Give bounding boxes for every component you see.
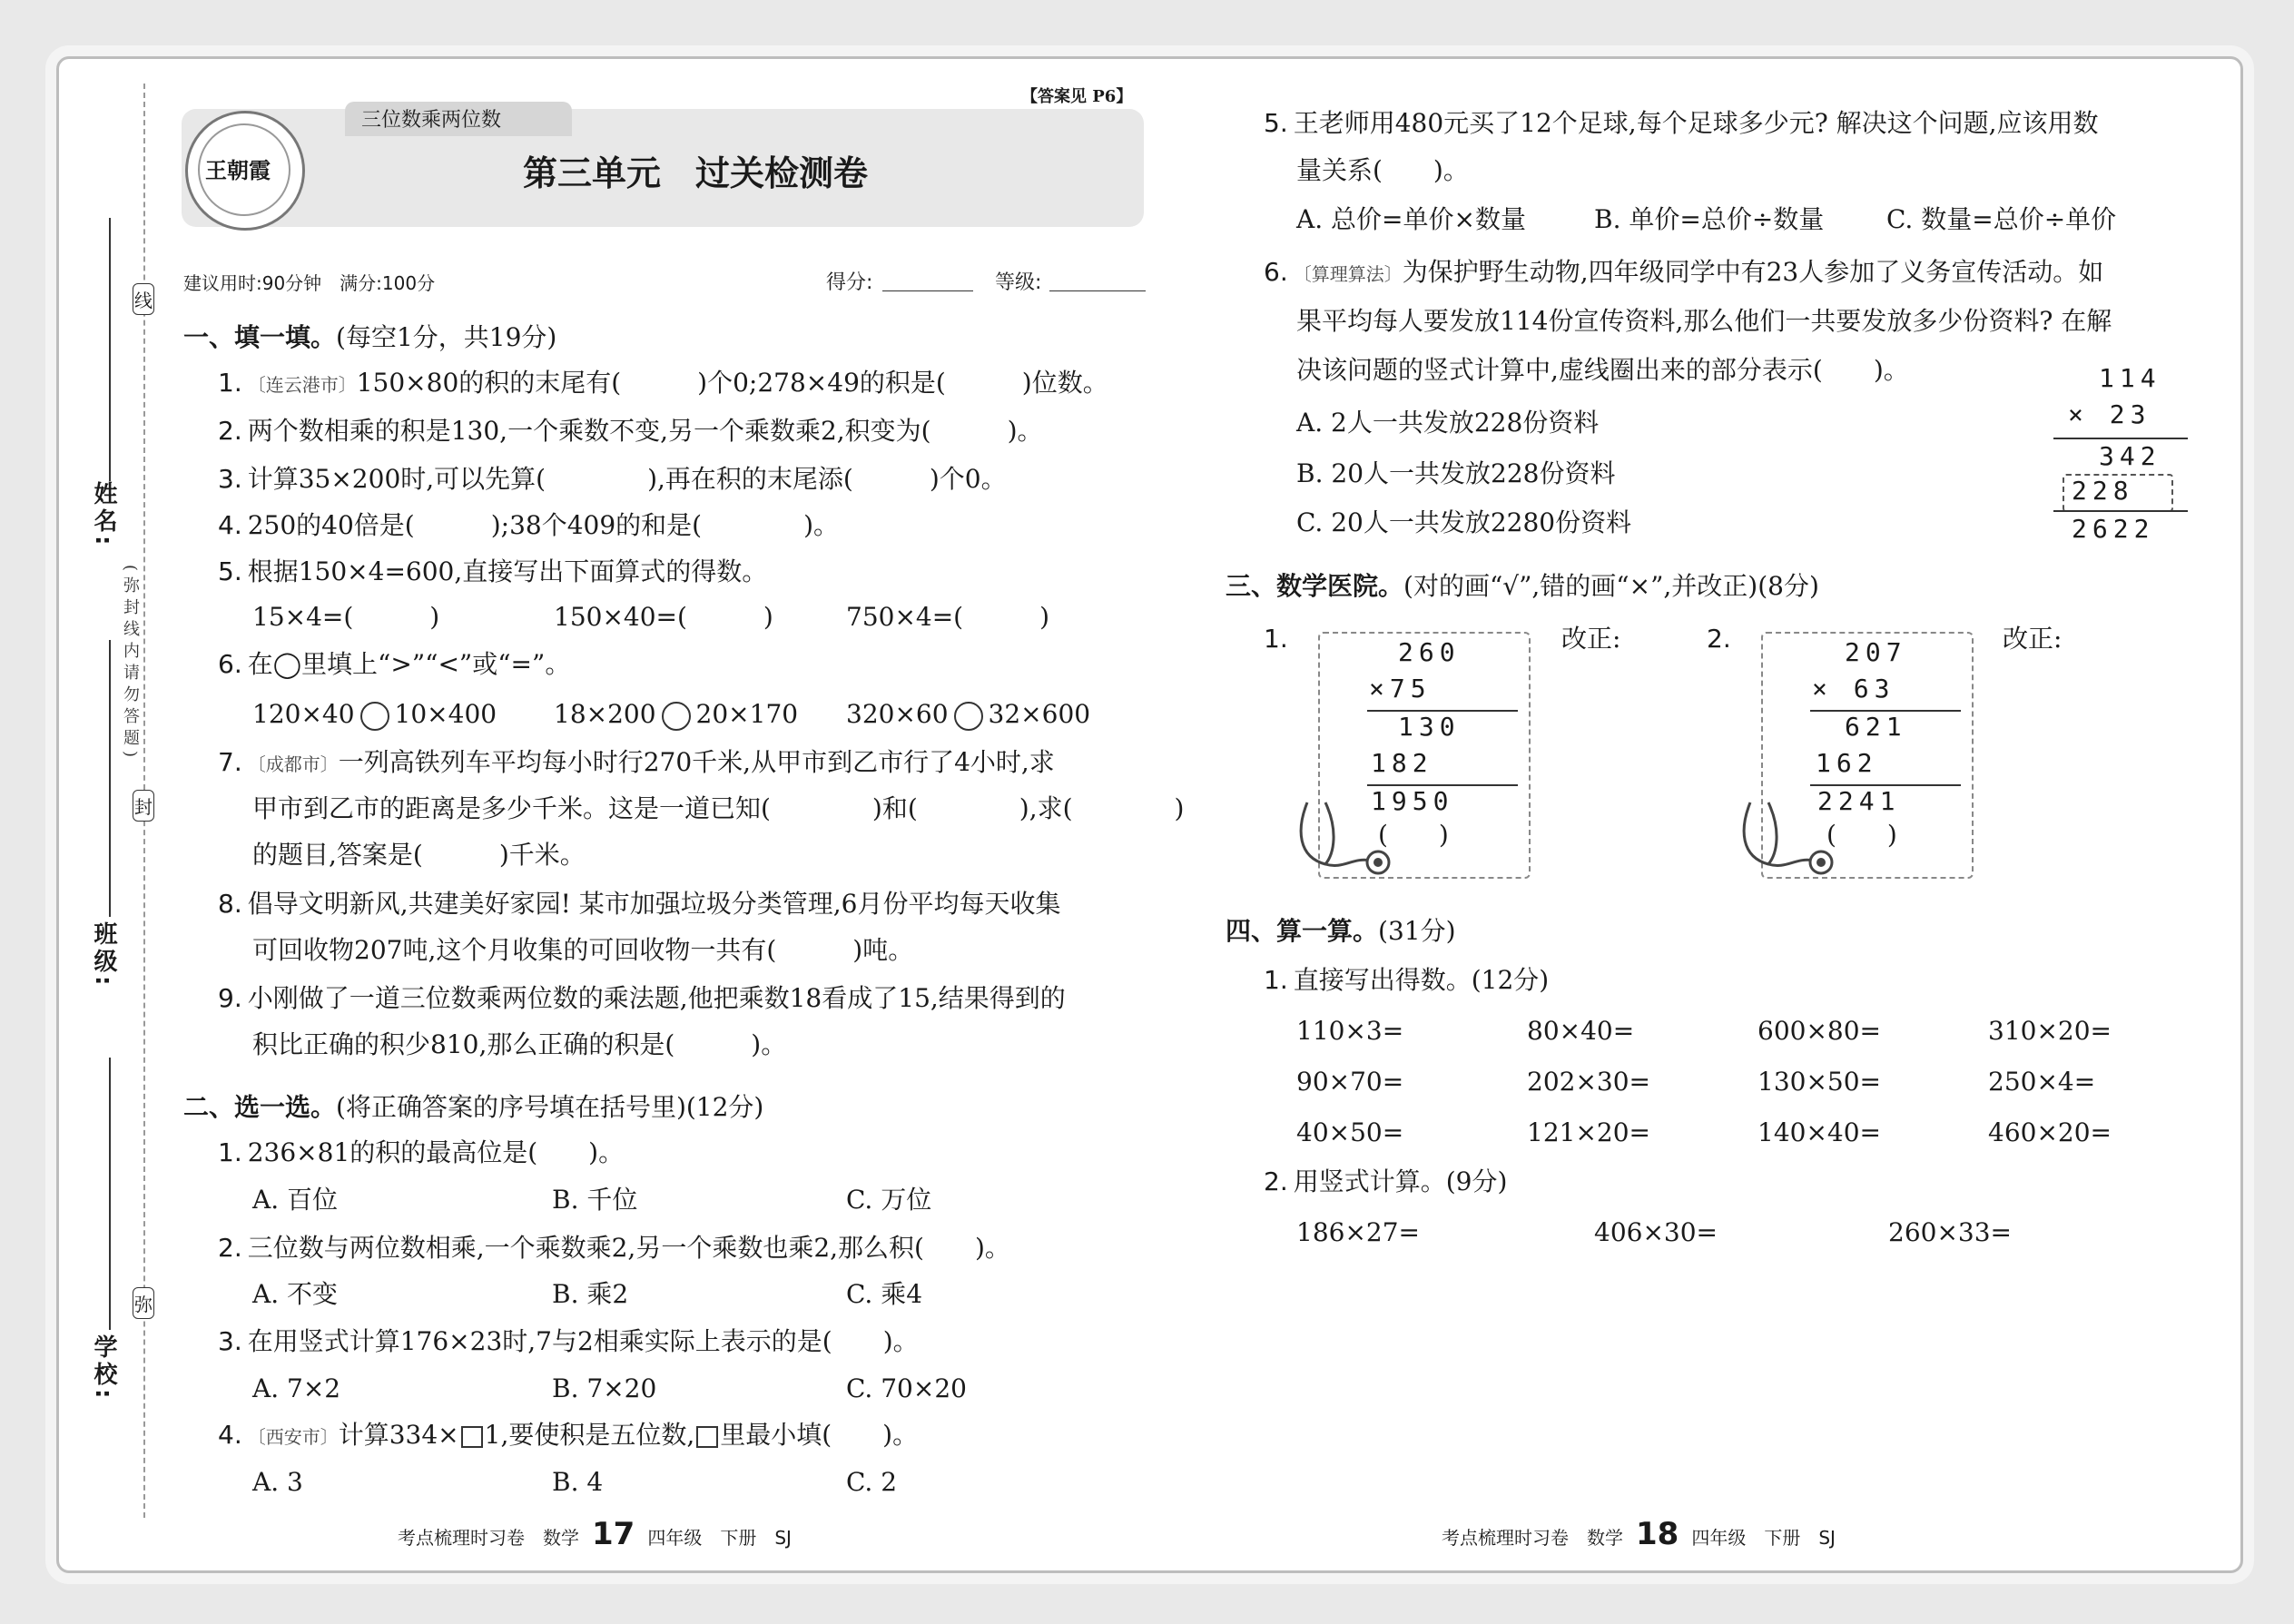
direct-calc: 121×20= bbox=[1527, 1117, 1650, 1147]
grade-label: 等级: bbox=[995, 271, 1042, 294]
direct-calc: 600×80= bbox=[1757, 1016, 1881, 1046]
missing-digit-box bbox=[696, 1426, 718, 1448]
s1-q7-line3: 的题目,答案是( )千米。 bbox=[252, 840, 586, 870]
stethoscope-icon bbox=[1289, 793, 1398, 884]
s3-p2-row2: × 63 bbox=[1812, 674, 1895, 704]
s2-q2: 2. 三位数与两位数相乘,一个乘数乘2,另一个乘数也乘2,那么积( )。 bbox=[218, 1233, 1010, 1263]
s3-p1-row3: 130 bbox=[1398, 712, 1461, 742]
direct-calc: 40×50= bbox=[1296, 1117, 1404, 1147]
s2-q1-opt-c[interactable]: C. 万位 bbox=[846, 1185, 932, 1215]
s1-q9-line1: 9. 小刚做了一道三位数乘两位数的乘法题,他把乘数18看成了15,结果得到的 bbox=[218, 983, 1066, 1013]
s3-p2-fix-label: 改正: bbox=[2003, 624, 2063, 654]
s2-q3: 3. 在用竖式计算176×23时,7与2相乘实际上表示的是( )。 bbox=[218, 1326, 919, 1356]
s2-q3-opt-a[interactable]: A. 7×2 bbox=[252, 1373, 341, 1403]
s2-q6-opt-a[interactable]: A. 2人一共发放228份资料 bbox=[1296, 408, 1600, 438]
s4-sub2: 2. 用竖式计算。(9分) bbox=[1264, 1166, 1508, 1196]
s1-q3: 3. 计算35×200时,可以先算( ),再在积的末尾添( )个0。 bbox=[218, 464, 1007, 494]
s1-q8-line1: 8. 倡导文明新风,共建美好家园! 某市加强垃圾分类管理,6月份平均每天收集 bbox=[218, 889, 1061, 919]
s3-p1-row1: 260 bbox=[1398, 637, 1461, 667]
direct-calc: 250×4= bbox=[1988, 1067, 2096, 1097]
s3-p1-row5: 1950 bbox=[1371, 786, 1454, 816]
s2-q5-opt-b[interactable]: B. 单价=总价÷数量 bbox=[1594, 204, 1825, 234]
school-label: 学校: bbox=[90, 1334, 117, 1403]
missing-digit-box bbox=[461, 1426, 483, 1448]
name-blank[interactable] bbox=[109, 218, 111, 481]
compare-circle[interactable] bbox=[662, 702, 691, 731]
s2-q5-opt-c[interactable]: C. 数量=总价÷单价 bbox=[1886, 204, 2117, 234]
s1-q7-line2: 甲市到乙市的距离是多少千米。这是一道已知( )和( ),求( ) bbox=[252, 793, 1185, 823]
compare-circle[interactable] bbox=[360, 702, 389, 731]
class-label: 班级: bbox=[90, 921, 117, 989]
vcalc-row2: × 23 bbox=[2068, 399, 2151, 429]
s3-p2-mark[interactable]: ( ) bbox=[1826, 820, 1897, 850]
s2-q4-opt-c[interactable]: C. 2 bbox=[846, 1467, 898, 1497]
s2-q2-opt-a[interactable]: A. 不变 bbox=[252, 1279, 339, 1309]
vcalc-row5: 2622 bbox=[2072, 514, 2155, 544]
s2-q4: 4. 〔西安市〕计算334× 1,要使积是五位数, 里最小填( )。 bbox=[218, 1420, 919, 1450]
s3-p2-row4: 162 bbox=[1816, 748, 1878, 778]
answer-ref: 【答案见 P6】 bbox=[1021, 87, 1133, 106]
vcalc-row3: 342 bbox=[2099, 441, 2161, 471]
grade-blank[interactable] bbox=[1049, 290, 1146, 291]
s2-q3-opt-c[interactable]: C. 70×20 bbox=[846, 1373, 967, 1403]
s4-sub1: 1. 直接写出得数。(12分) bbox=[1264, 965, 1550, 995]
s2-q2-opt-b[interactable]: B. 乘2 bbox=[552, 1279, 629, 1309]
s1-q1: 1. 〔连云港市〕150×80的积的末尾有( )个0;278×49的积是( )位数。 bbox=[218, 368, 1108, 398]
direct-calc: 460×20= bbox=[1988, 1117, 2112, 1147]
stethoscope-icon bbox=[1732, 793, 1841, 884]
s2-q3-opt-b[interactable]: B. 7×20 bbox=[552, 1373, 657, 1403]
vcalc-row1: 114 bbox=[2099, 363, 2161, 393]
score-label: 得分: bbox=[826, 271, 873, 294]
vertical-calc: 260×33= bbox=[1888, 1217, 2012, 1247]
page-title: 第三单元 过关检测卷 bbox=[523, 153, 869, 193]
direct-calc: 140×40= bbox=[1757, 1117, 1881, 1147]
section4-heading: 四、算一算。(31分) bbox=[1226, 916, 1456, 946]
section3-heading: 三、数学医院。(对的画“√”,错的画“×”,并改正)(8分) bbox=[1226, 571, 1819, 601]
s1-q2: 2. 两个数相乘的积是130,一个乘数不变,另一个乘数乘2,积变为( )。 bbox=[218, 416, 1043, 446]
logo-text: 王朝霞 bbox=[205, 157, 271, 183]
direct-calc: 202×30= bbox=[1527, 1067, 1650, 1097]
direct-calc: 80×40= bbox=[1527, 1016, 1635, 1046]
s2-q1-opt-a[interactable]: A. 百位 bbox=[252, 1185, 339, 1215]
suggest-info: 建议用时:90分钟 满分:100分 bbox=[183, 272, 436, 294]
footer-left: 考点梳理时习卷 数学 17 四年级 下册 SJ bbox=[398, 1516, 792, 1552]
unit-tab-label: 三位数乘两位数 bbox=[361, 109, 502, 132]
s3-p1-row4: 182 bbox=[1371, 748, 1433, 778]
name-label: 姓名: bbox=[90, 481, 117, 549]
binding-notice: (弥封线内请勿答题) bbox=[121, 565, 140, 763]
school-blank[interactable] bbox=[109, 1058, 111, 1330]
vcalc-rule bbox=[2053, 510, 2188, 512]
s2-q4-opt-b[interactable]: B. 4 bbox=[552, 1467, 604, 1497]
s2-q1-opt-b[interactable]: B. 千位 bbox=[552, 1185, 638, 1215]
s2-q5-line2: 量关系( )。 bbox=[1296, 155, 1469, 185]
s2-q1: 1. 236×81的积的最高位是( )。 bbox=[218, 1137, 625, 1167]
s2-q6-line3: 决该问题的竖式计算中,虚线圈出来的部分表示( )。 bbox=[1296, 355, 1909, 385]
s1-q9-line2: 积比正确的积少810,那么正确的积是( )。 bbox=[252, 1029, 787, 1059]
s3-p2-num: 2. bbox=[1707, 624, 1731, 654]
s2-q6-opt-b[interactable]: B. 20人一共发放228份资料 bbox=[1296, 458, 1616, 488]
direct-calc: 90×70= bbox=[1296, 1067, 1404, 1097]
direct-calc: 310×20= bbox=[1988, 1016, 2112, 1046]
s1-q7-line1: 7. 〔成都市〕一列高铁列车平均每小时行270千米,从甲市到乙市行了4小时,求 bbox=[218, 747, 1055, 777]
s3-p1-num: 1. bbox=[1264, 624, 1288, 654]
s1-q4: 4. 250的40倍是( );38个409的和是( )。 bbox=[218, 510, 839, 540]
s1-q5b: 150×40=( ) bbox=[554, 602, 773, 632]
vcalc-row4: 228 bbox=[2072, 476, 2134, 506]
s2-q4-opt-a[interactable]: A. 3 bbox=[252, 1467, 303, 1497]
s2-q2-opt-c[interactable]: C. 乘4 bbox=[846, 1279, 923, 1309]
s2-q5-opt-a[interactable]: A. 总价=单价×数量 bbox=[1296, 204, 1526, 234]
s2-q5-line1: 5. 王老师用480元买了12个足球,每个足球多少元? 解决这个问题,应该用数 bbox=[1264, 108, 2099, 138]
binding-close-char: 弥 bbox=[133, 1287, 154, 1319]
vertical-calc: 186×27= bbox=[1296, 1217, 1420, 1247]
footer-right: 考点梳理时习卷 数学 18 四年级 下册 SJ bbox=[1442, 1516, 1836, 1552]
direct-calc: 130×50= bbox=[1757, 1067, 1881, 1097]
vcalc-rule bbox=[2053, 438, 2188, 439]
s1-q5c: 750×4=( ) bbox=[846, 602, 1050, 632]
section2-heading: 二、选一选。(将正确答案的序号填在括号里)(12分) bbox=[183, 1092, 764, 1122]
compare-circle[interactable] bbox=[954, 702, 983, 731]
s2-q6-opt-c[interactable]: C. 20人一共发放2280份资料 bbox=[1296, 507, 1632, 537]
section1-heading: 一、填一填。(每空1分，共19分) bbox=[183, 322, 557, 352]
class-blank[interactable] bbox=[109, 640, 111, 917]
s3-p1-row2: ×75 bbox=[1369, 674, 1432, 704]
s2-q6-line2: 果平均每人要发放114份宣传资料,那么他们一共要发放多少份资料? 在解 bbox=[1296, 306, 2112, 336]
score-blank[interactable] bbox=[882, 290, 973, 291]
s3-p2-row5: 2241 bbox=[1817, 786, 1901, 816]
binding-line-char: 线 bbox=[133, 283, 154, 315]
s1-q5: 5. 根据150×4=600,直接写出下面算式的得数。 bbox=[218, 556, 768, 586]
s3-p1-fix-label: 改正: bbox=[1561, 624, 1621, 654]
s1-q8-line2: 可回收物207吨,这个月收集的可回收物一共有( )吨。 bbox=[252, 935, 914, 965]
binding-seal-char: 封 bbox=[133, 790, 154, 822]
s1-q6: 6. 在◯里填上“>”“<”或“=”。 bbox=[218, 649, 571, 679]
s2-q6-line1: 6. 〔算理算法〕为保护野生动物,四年级同学中有23人参加了义务宣传活动。如 bbox=[1264, 257, 2104, 287]
s1-q6a: 120×40 10×400 bbox=[252, 699, 497, 729]
s1-q6b: 18×200 20×170 bbox=[554, 699, 799, 729]
s3-p2-row3: 621 bbox=[1845, 712, 1907, 742]
vertical-calc: 406×30= bbox=[1594, 1217, 1718, 1247]
s3-p2-row1: 207 bbox=[1845, 637, 1907, 667]
s3-p1-mark[interactable]: ( ) bbox=[1378, 820, 1449, 850]
s1-q6c: 320×60 32×600 bbox=[846, 699, 1091, 729]
direct-calc: 110×3= bbox=[1296, 1016, 1404, 1046]
s1-q5a: 15×4=( ) bbox=[252, 602, 440, 632]
